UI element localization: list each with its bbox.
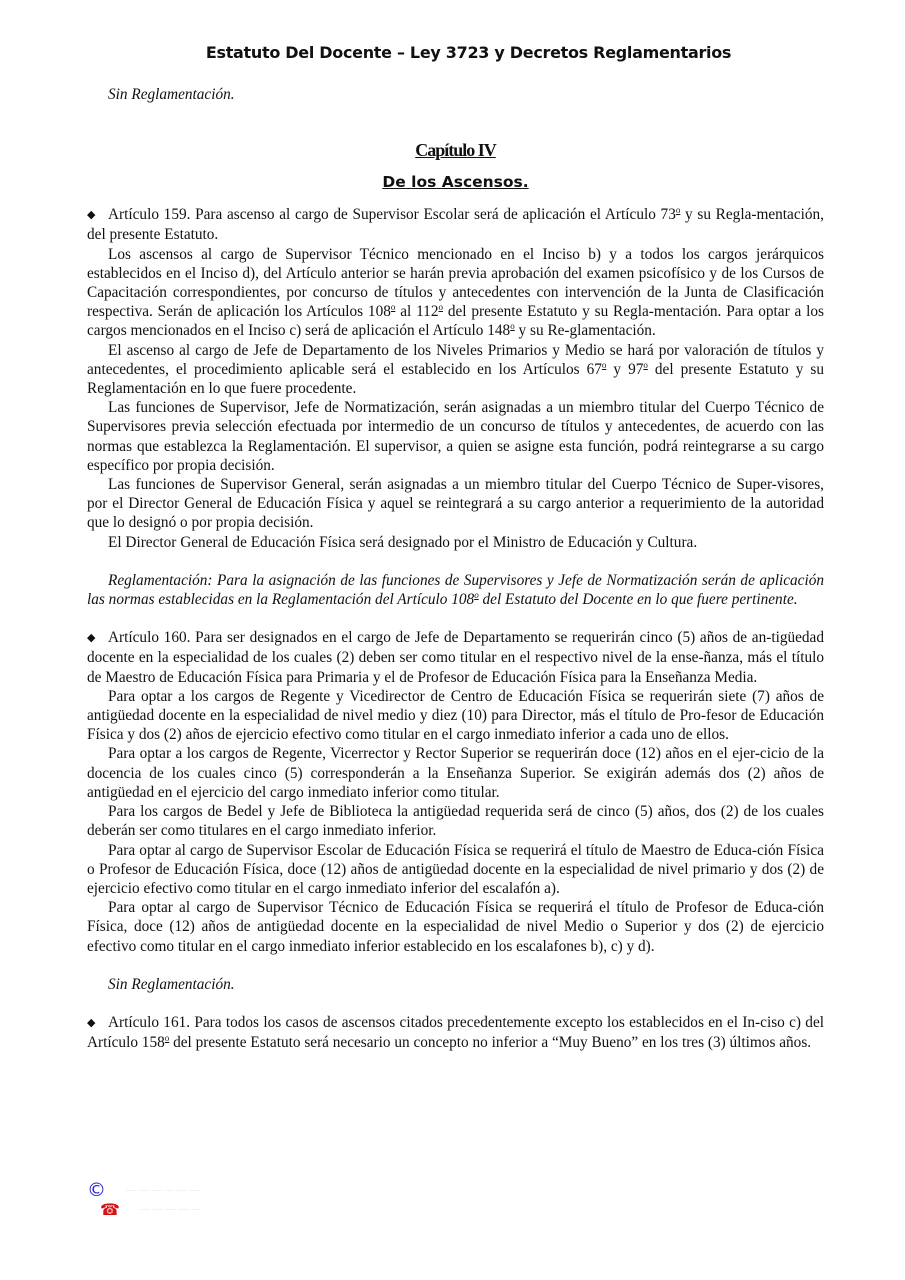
article-159-paragraph: El Director General de Educación Física será designado por el Ministro de Educación y Cultura. [108,533,698,551]
article-159-paragraph [87,205,824,244]
article-159-paragraph [87,245,824,341]
text-run: Reglamentación: Para la asignación de las funciones de Supervisores y Jefe de Normatización serán de aplicación las normas establecidas en la Reglamentación del Artículo 108 [87,571,824,609]
copyright-symbol: © [87,1179,106,1201]
article-160-paragraph: Para optar al cargo de Supervisor Escolar de Educación Física se requerirá el título de Maestro de Educa-ción Física o Profesor de Educación Física, doce (12) años de antigüedad docente en la especialidad de nivel primario y dos (2) de ejercicio efectivo como titular en el cargo inmediato inferior del escalafón a). [87,841,824,897]
section-title-word: los [411,173,437,192]
article-159-paragraph: Las funciones de Supervisor General, serán asignadas a un miembro titular del Cuerpo Técnico de Super-visores, por el Director General de Educación Física y aquel se reintegrará a su cargo anterior a requerimiento de la autoridad que lo designó o por propia decisión. [87,476,824,532]
article-160-paragraph: Para los cargos de Bedel y Jefe de Biblioteca la antigüedad requerida será de cinco (5) años, dos (2) de los cuales deberán ser como titulares en el cargo inmediato inferior. [87,803,824,840]
ordinal-mark: o [474,590,479,601]
sin-reglamentacion-note: Sin Reglamentación. [108,975,235,993]
article-159-paragraph: Las funciones de Supervisor, Jefe de Normatización, serán asignadas a un miembro titular del Cuerpo Técnico de Supervisores previa selección efectuada por intermedio de un concurso de títulos y antecedentes, de acuerdo con las normas que establezca la Reglamentación. El supervisor, a quien se asigne esta función, podrá reintegrarse a su cargo específico por propia decisión. [87,399,824,474]
copyright-icon [87,1180,201,1201]
text-run: del presente Estatuto y su Reglamentación en lo que fuere procedente. [87,360,824,398]
text-run: del Estatuto del Docente en lo que fuere pertinente. [478,591,798,609]
text-run: Artículo 160. Para ser designados en el cargo de Jefe de Departamento se requerirán cinco (5) años de an-tigüedad docente en la especialidad de los cuales (2) deben ser como titular en el respectivo nivel de la ense-ñanza, más el título de Maestro de Educación Física para Primaria y el de Profesor de Educación Física para la Enseñanza Media. [87,629,824,686]
ordinal-mark: o [510,321,515,332]
text-run: del presente Estatuto será necesario un concepto no inferior a “Muy Bueno” en los tres (3) últimos años. [169,1034,812,1052]
text-run: Artículo 159. Para ascenso al cargo de Supervisor Escolar será de aplicación el Artículo 73 [108,206,676,224]
text-run: El ascenso al cargo de Jefe de Departamento de los Niveles Primarios y Medio se hará por valoración de títulos y antecedentes, el procedimiento aplicable será el establecido en los Artículos 67 [87,341,824,378]
phone-icon [100,1201,201,1220]
ordinal-mark: o [675,205,681,216]
text-run: y 97 [606,360,644,378]
document-body [87,85,824,1052]
diamond-bullet-icon: ◆ [87,209,96,222]
article-159-paragraph [87,341,824,399]
text-run: Los ascensos al cargo de Supervisor Técnico mencionado en el Inciso b) y a todos los cargos jerárquicos establecidos en el Inciso d), del Artículo anterior se harán previa aprobación del examen psicofísico y de los Cursos de Capacitación correspondientes, por concurso de títulos y antecedentes con intervención de la Junta de Clasificación respectiva. Serán de aplicación los Artículos 108 [87,245,824,321]
ordinal-mark: o [164,1033,170,1044]
article-161-paragraph [87,1013,824,1052]
text-run: y su Re-glamentación. [514,322,656,340]
text-run: Artículo 161. Para todos los casos de ascensos citados precedentemente excepto los establecidos en el In-ciso c) del Artículo 158 [87,1013,824,1052]
text-run: del presente Estatuto y su Regla-mentación. Para optar a los cargos mencionados en el Inciso c) será de aplicación el Artículo 148 [87,303,824,340]
reglamentacion-paragraph [87,571,824,609]
ordinal-mark: o [643,359,648,370]
ordinal-mark: o [601,359,607,370]
article-160-paragraph [87,628,824,687]
ordinal-mark: o [438,302,443,313]
section-title [87,172,824,192]
article-160-paragraph: Para optar al cargo de Supervisor Técnico de Educación Física se requerirá el título de Profesor de Educa-ción Física, doce (12) años de antigüedad docente en la especialidad de nivel Medio o Superior y dos (2) de ejercicio efectivo como titular en el cargo inmediato inferior establecido en los escalafones b), c) y d). [87,899,824,955]
page-header-title: Estatuto Del Docente – Ley 3723 y Decretos Reglamentarios [205,43,732,62]
text-run: al 112 [395,303,439,321]
phone-symbol: ☎ [100,1199,120,1219]
sin-reglamentacion-note: Sin Reglamentación. [108,86,235,103]
section-title-word: De [382,173,406,192]
text-run: y su Regla-mentación, del presente Estatuto. [87,206,824,244]
article-160-paragraph: Para optar a los cargos de Regente, Vicerrector y Rector Superior se requerirán doce (12) años en el ejer-cicio de la docencia de los cuales cinco (5) corresponderán a la Enseñanza Superior. Se exigirán además dos (2) años de antigüedad en el ejercicio del cargo inmediato inferior como titular. [87,745,824,801]
diamond-bullet-icon: ◆ [87,632,96,645]
page-footer [87,1180,201,1219]
article-160-paragraph: Para optar a los cargos de Regente y Vicedirector de Centro de Educación Física se requerirán siete (7) años de antigüedad docente en la especialidad de nivel medio y diez (10) para Director, más el título de Pro-fesor de Educación Física y dos (2) años de ejercicio efectivo como titular en el cargo inmediato inferior a cada uno de ellos. [87,687,824,744]
section-title-word: Ascensos. [441,173,529,192]
chapter-title: Capítulo IV [415,140,496,161]
ordinal-mark: o [390,302,396,313]
footer-faint-line: — — — — — — [126,1184,200,1196]
footer-faint-line: — — — — — [139,1204,202,1215]
diamond-bullet-icon: ◆ [87,1016,96,1029]
